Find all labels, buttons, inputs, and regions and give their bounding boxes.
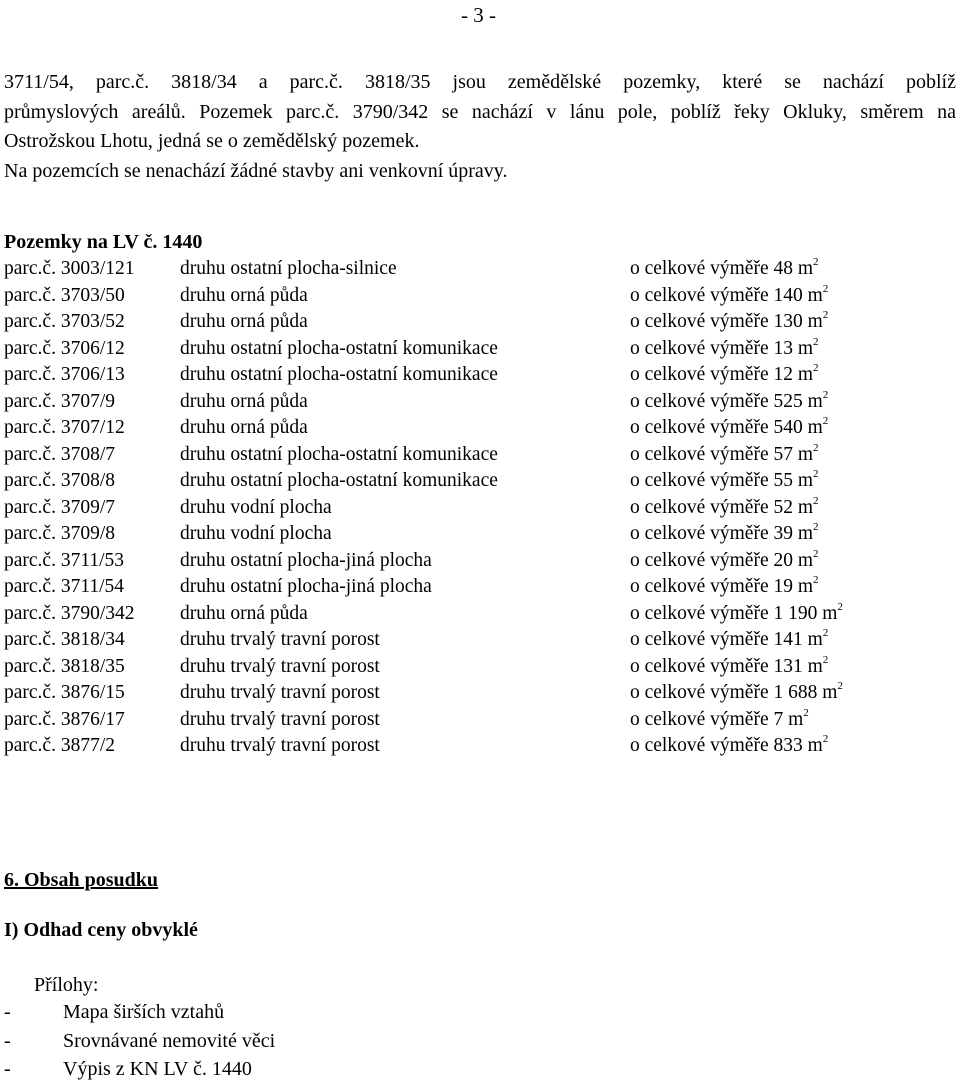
parcel-type: druhu trvalý travní porost	[180, 708, 380, 730]
area-unit-exponent: 2	[837, 680, 843, 692]
parcel-row	[4, 521, 956, 548]
parcel-list	[4, 256, 956, 760]
parcel-area	[630, 309, 828, 335]
parcel-id: parc.č. 3709/8	[4, 523, 116, 544]
subsection-heading: I) Odhad ceny obvyklé	[4, 919, 198, 941]
parcel-type: druhu orná půda	[180, 602, 308, 624]
area-unit-exponent: 2	[803, 706, 809, 719]
parcel-row	[4, 256, 956, 283]
parcel-area-value: o celkové výměře 13	[630, 337, 793, 359]
parcel-area-value: o celkové výměře 131	[630, 655, 803, 677]
area-unit: m	[797, 496, 814, 518]
area-unit-exponent: 2	[813, 441, 819, 454]
parcel-type: druhu orná půda	[180, 417, 308, 438]
parcel-type: druhu trvalý travní porost	[180, 735, 380, 756]
list-bullet: -	[4, 1029, 11, 1052]
area-unit-exponent: 2	[822, 733, 829, 745]
parcel-area	[630, 468, 819, 494]
parcel-area	[630, 389, 828, 415]
area-unit-exponent: 2	[813, 362, 819, 374]
parcel-id: parc.č. 3703/50	[4, 284, 125, 306]
parcel-area	[630, 362, 819, 388]
parcel-area-value: o celkové výměře 141	[630, 629, 803, 650]
parcel-type: druhu trvalý travní porost	[180, 682, 380, 703]
lv-heading: Pozemky na LV č. 1440	[4, 231, 203, 253]
parcel-row	[4, 495, 956, 522]
parcel-area	[630, 733, 828, 759]
area-unit: m	[797, 576, 814, 597]
parcel-row	[4, 362, 956, 389]
parcel-area	[630, 521, 819, 547]
parcel-area-value: o celkové výměře 525	[630, 390, 803, 412]
parcel-area	[630, 654, 828, 680]
attachments-title: Přílohy:	[34, 974, 99, 996]
parcel-area	[630, 680, 843, 706]
page-number: - 3 -	[461, 3, 496, 27]
parcel-id: parc.č. 3708/7	[4, 443, 116, 465]
parcel-type: druhu orná půda	[180, 284, 308, 306]
section-heading: 6. Obsah posudku	[4, 869, 158, 891]
parcel-type: druhu trvalý travní porost	[180, 655, 380, 677]
area-unit: m	[797, 258, 814, 279]
parcel-area-value: o celkové výměře 140	[630, 284, 803, 306]
area-unit: m	[807, 655, 823, 677]
area-unit: m	[807, 735, 823, 756]
parcel-type: druhu orná půda	[180, 390, 308, 412]
parcel-type: druhu ostatní plocha-jiná plocha	[180, 549, 432, 571]
list-bullet: -	[4, 1001, 11, 1023]
area-unit: m	[807, 417, 823, 438]
parcel-type: druhu ostatní plocha-ostatní komunikace	[180, 470, 498, 491]
parcel-row	[4, 336, 956, 363]
intro-paragraph	[4, 68, 956, 186]
parcel-area-value: o celkové výměře 833	[630, 735, 803, 756]
parcel-type: druhu ostatní plocha-ostatní komunikace	[180, 364, 498, 385]
parcel-area	[630, 415, 828, 441]
parcel-area-value: o celkové výměře 1 688	[630, 682, 818, 703]
area-unit: m	[807, 311, 823, 332]
area-unit: m	[822, 682, 838, 703]
area-unit: m	[807, 629, 823, 650]
area-unit-exponent: 2	[813, 494, 819, 507]
parcel-row	[4, 601, 956, 628]
parcel-area-value: o celkové výměře 39	[630, 523, 793, 544]
area-unit-exponent: 2	[822, 388, 829, 401]
parcel-row	[4, 415, 956, 442]
parcel-row	[4, 574, 956, 601]
parcel-type: druhu vodní plocha	[180, 523, 332, 544]
parcel-area-value: o celkové výměře 55	[630, 470, 793, 491]
area-unit-exponent: 2	[822, 653, 829, 666]
parcel-area-value: o celkové výměře 19	[630, 576, 793, 597]
parcel-id: parc.č. 3876/17	[4, 708, 125, 730]
parcel-id: parc.č. 3876/15	[4, 682, 125, 703]
parcel-area	[630, 707, 809, 733]
area-unit-exponent: 2	[822, 282, 829, 295]
area-unit-exponent: 2	[822, 415, 829, 427]
parcel-row	[4, 283, 956, 310]
area-unit-exponent: 2	[813, 335, 819, 348]
parcel-id: parc.č. 3711/54	[4, 576, 125, 597]
parcel-type: druhu ostatní plocha-ostatní komunikace	[180, 337, 498, 359]
area-unit-exponent: 2	[813, 468, 819, 480]
parcel-area	[630, 256, 819, 282]
parcel-area-value: o celkové výměře 12	[630, 364, 793, 385]
parcel-area-value: o celkové výměře 48	[630, 258, 793, 279]
list-bullet: -	[4, 1058, 11, 1080]
parcel-row	[4, 627, 956, 654]
area-unit: m	[807, 390, 823, 412]
intro-line: 3711/54, parc.č. 3818/34 a parc.č. 3818/35 jsou zemědělské pozemky, které se nachází poblíž	[4, 71, 956, 93]
parcel-area-value: o celkové výměře 57	[630, 443, 793, 465]
parcel-type: druhu trvalý travní porost	[180, 629, 380, 650]
area-unit-exponent: 2	[813, 521, 819, 533]
parcel-id: parc.č. 3707/9	[4, 390, 116, 412]
area-unit: m	[797, 443, 814, 465]
intro-line: průmyslových areálů. Pozemek parc.č. 3790/342 se nachází v lánu pole, poblíž řeky Okluky, směrem na	[4, 100, 956, 123]
parcel-id: parc.č. 3818/35	[4, 655, 125, 677]
attachment-label: Výpis z KN LV č. 1440	[63, 1058, 252, 1080]
parcel-area-value: o celkové výměře 1 190	[630, 602, 818, 624]
parcel-area-value: o celkové výměře 7	[630, 708, 784, 730]
area-unit: m	[797, 364, 814, 385]
intro-line: Na pozemcích se nenachází žádné stavby ani venkovní úpravy.	[4, 159, 508, 182]
parcel-row	[4, 442, 956, 469]
parcel-id: parc.č. 3711/53	[4, 549, 125, 571]
parcel-row	[4, 707, 956, 734]
area-unit-exponent: 2	[813, 574, 819, 586]
area-unit-exponent: 2	[822, 309, 829, 321]
parcel-area	[630, 627, 828, 653]
parcel-id: parc.č. 3818/34	[4, 629, 125, 650]
parcel-area-value: o celkové výměře 540	[630, 417, 803, 438]
parcel-area	[630, 574, 819, 600]
parcel-id: parc.č. 3703/52	[4, 311, 125, 332]
parcel-area	[630, 548, 819, 574]
parcel-id: parc.č. 3877/2	[4, 735, 116, 756]
parcel-id: parc.č. 3706/13	[4, 364, 125, 385]
parcel-type: druhu vodní plocha	[180, 496, 332, 518]
parcel-row	[4, 680, 956, 707]
parcel-row	[4, 468, 956, 495]
area-unit: m	[797, 523, 814, 544]
parcel-area	[630, 495, 819, 521]
intro-line: Ostrožskou Lhotu, jedná se o zemědělský pozemek.	[4, 130, 420, 152]
parcel-area-value: o celkové výměře 52	[630, 496, 793, 518]
area-unit-exponent: 2	[813, 256, 819, 268]
parcel-row	[4, 733, 956, 760]
parcel-id: parc.č. 3709/7	[4, 496, 116, 518]
parcel-row	[4, 654, 956, 681]
parcel-area-value: o celkové výměře 130	[630, 311, 803, 332]
parcel-id: parc.č. 3706/12	[4, 337, 125, 359]
parcel-row	[4, 309, 956, 336]
parcel-row	[4, 548, 956, 575]
parcel-area-value: o celkové výměře 20	[630, 549, 793, 571]
attachment-label: Srovnávané nemovité věci	[63, 1029, 276, 1052]
parcel-type: druhu ostatní plocha-silnice	[180, 258, 397, 279]
parcel-id: parc.č. 3003/121	[4, 258, 135, 279]
parcel-id: parc.č. 3707/12	[4, 417, 125, 438]
parcel-row	[4, 389, 956, 416]
parcel-area	[630, 601, 843, 627]
parcel-id: parc.č. 3708/8	[4, 470, 116, 491]
parcel-type: druhu ostatní plocha-ostatní komunikace	[180, 443, 498, 465]
area-unit: m	[797, 337, 814, 359]
area-unit: m	[797, 470, 814, 491]
parcel-type: druhu orná půda	[180, 311, 308, 332]
parcel-type: druhu ostatní plocha-jiná plocha	[180, 576, 432, 597]
area-unit: m	[788, 708, 804, 730]
attachment-label: Mapa širších vztahů	[63, 1001, 225, 1023]
area-unit-exponent: 2	[813, 547, 819, 560]
area-unit: m	[797, 549, 814, 571]
parcel-area	[630, 283, 828, 309]
parcel-id: parc.č. 3790/342	[4, 602, 135, 624]
area-unit: m	[807, 284, 823, 306]
parcel-area	[630, 336, 819, 362]
area-unit-exponent: 2	[837, 600, 843, 613]
area-unit: m	[822, 602, 838, 624]
area-unit-exponent: 2	[822, 627, 829, 639]
parcel-area	[630, 442, 819, 468]
